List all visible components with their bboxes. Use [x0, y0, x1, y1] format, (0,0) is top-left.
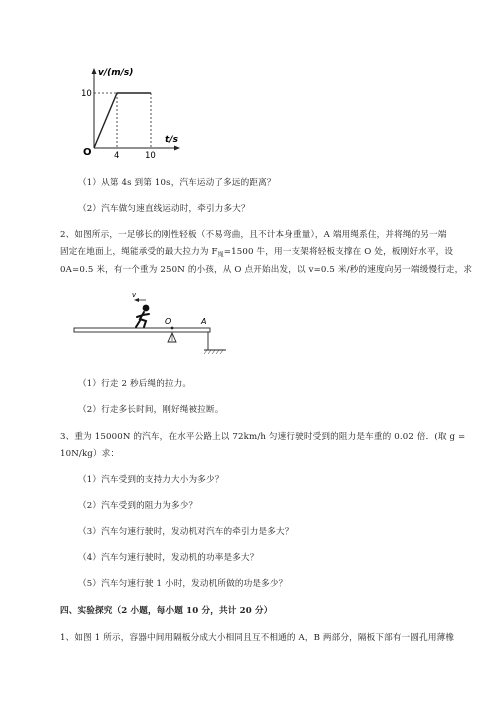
- q2-force-subscript: 绳: [217, 251, 224, 259]
- graph-y-axis-label: v/(m/s): [98, 68, 134, 78]
- q1-part-2: （2）汽车做匀速直线运动时，牵引力多大？: [78, 204, 250, 214]
- q2-text-line-2: 固定在地面上，绳能承受的最大拉力为 $F_绳=1500$ 牛，用一支架将轻板支撑在 O 处，板刚好水平，设: [60, 247, 454, 259]
- q3-part-1: （1）汽车受到的支持力大小为多少？: [78, 475, 224, 485]
- q3-text-line-2: 10N/kg）求：: [60, 449, 120, 459]
- q3-part-3: （3）汽车匀速行驶时，发动机对汽车的牵引力是多大？: [78, 527, 294, 537]
- q2-text-line-3: 0A=0.5 米，有一个重为 250N 的小孩，从 O 点开始出发，以 v=0.5 米/秒的速度向另一端缓慢行走，求: [60, 265, 473, 275]
- board-v-label: v: [132, 291, 137, 299]
- board-o-label: O: [165, 317, 172, 326]
- q3-text-line-1: 3、重为 15000N 的汽车，在水平公路上以 72km/h 匀速行驶时受到的阻力是车重的 0.02 倍．(取 g =: [60, 432, 466, 442]
- section-4-title: 四、实验探究（2 小题，每小题 10 分，共计 20 分）: [60, 606, 273, 616]
- board-a-label: A: [201, 317, 207, 326]
- q3-part-2: （2）汽车受到的阻力为多少？: [78, 501, 198, 511]
- q3-part-4: （4）汽车匀速行驶时，发动机的功率是多大？: [78, 553, 259, 563]
- lever-board-figure: [70, 288, 230, 363]
- q2-text-line-1: 2、如图所示，一足够长的刚性轻板（不易弯曲，且不计本身重量），A 端用绳系住，并将绳的另一端: [60, 230, 447, 240]
- graph-x-tick-4: 4: [114, 151, 120, 161]
- velocity-time-graph: [72, 60, 192, 165]
- graph-origin-label: O: [83, 147, 92, 158]
- graph-x-tick-10: 10: [145, 151, 156, 161]
- q1-part-1: （1）从第 4s 到第 10s，汽车运动了多远的距离？: [78, 178, 276, 188]
- q2-part-1: （1）行走 2 秒后绳的拉力。: [78, 379, 192, 389]
- section-4-q1-line: 1、如图 1 所示，容器中间用隔板分成大小相同且互不相通的 A，B 两部分，隔板下部有一圆孔用薄橡: [60, 633, 455, 643]
- q3-part-5: （5）汽车匀速行驶 1 小时，发动机所做的功是多少？: [78, 579, 288, 589]
- graph-x-axis-label: t/s: [165, 135, 178, 145]
- q2-part-2: （2）行走多长时间，刚好绳被拉断。: [78, 405, 224, 415]
- graph-y-tick-10: 10: [81, 89, 92, 99]
